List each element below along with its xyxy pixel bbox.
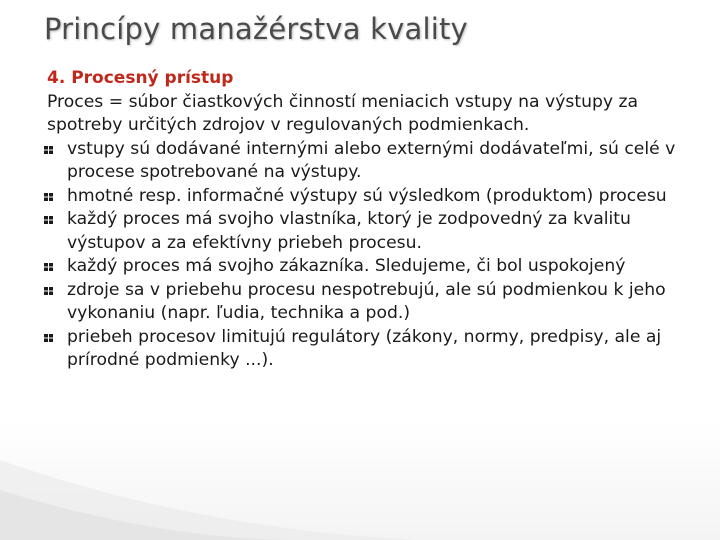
bullet-text: priebeh procesov limitujú regulátory (zákony, normy, predpisy, ale aj prírodné podmienky ...). xyxy=(67,326,662,370)
bullet-text: vstupy sú dodávané internými alebo externými dodávateľmi, sú celé v procese spotrebované na výstupy. xyxy=(67,138,676,182)
bullet-item-5 xyxy=(47,279,707,326)
bullet-text: každý proces má svojho vlastníka, ktorý je zodpovedný za kvalitu výstupov a za efektívny priebeh procesu. xyxy=(67,209,631,253)
four-square-bullet-icon xyxy=(44,263,53,271)
bullet-text: zdroje sa v priebehu procesu nespotrebujú, ale sú podmienkou k jeho vykonaniu (napr. ľudia, technika a pod.) xyxy=(67,279,666,323)
bullet-item-4 xyxy=(47,255,707,279)
four-square-bullet-icon xyxy=(44,287,53,295)
bullet-text: každý proces má svojho zákazníka. Sledujeme, či bol uspokojený xyxy=(67,256,626,276)
bullet-item-3 xyxy=(47,208,707,255)
section-subtitle: 4. Procesný prístup xyxy=(47,68,234,88)
bullet-item-1 xyxy=(47,138,707,185)
slide-title: Princípy manažérstva kvality xyxy=(44,12,468,46)
bullet-list xyxy=(47,138,707,373)
bullet-item-6 xyxy=(47,326,707,373)
four-square-bullet-icon xyxy=(44,146,53,154)
intro-paragraph: Proces = súbor čiastkových činností meniacich vstupy na výstupy za spotreby určitých zdrojov v regulovaných podmienkach. xyxy=(47,91,639,135)
bullet-text: hmotné resp. informačné výstupy sú výsledkom (produktom) procesu xyxy=(67,185,667,206)
four-square-bullet-icon xyxy=(44,193,53,201)
bullet-item-2 xyxy=(47,185,707,209)
slide-content xyxy=(47,67,707,373)
four-square-bullet-icon xyxy=(44,334,53,342)
decorative-background-shape xyxy=(0,420,720,540)
four-square-bullet-icon xyxy=(44,216,53,224)
